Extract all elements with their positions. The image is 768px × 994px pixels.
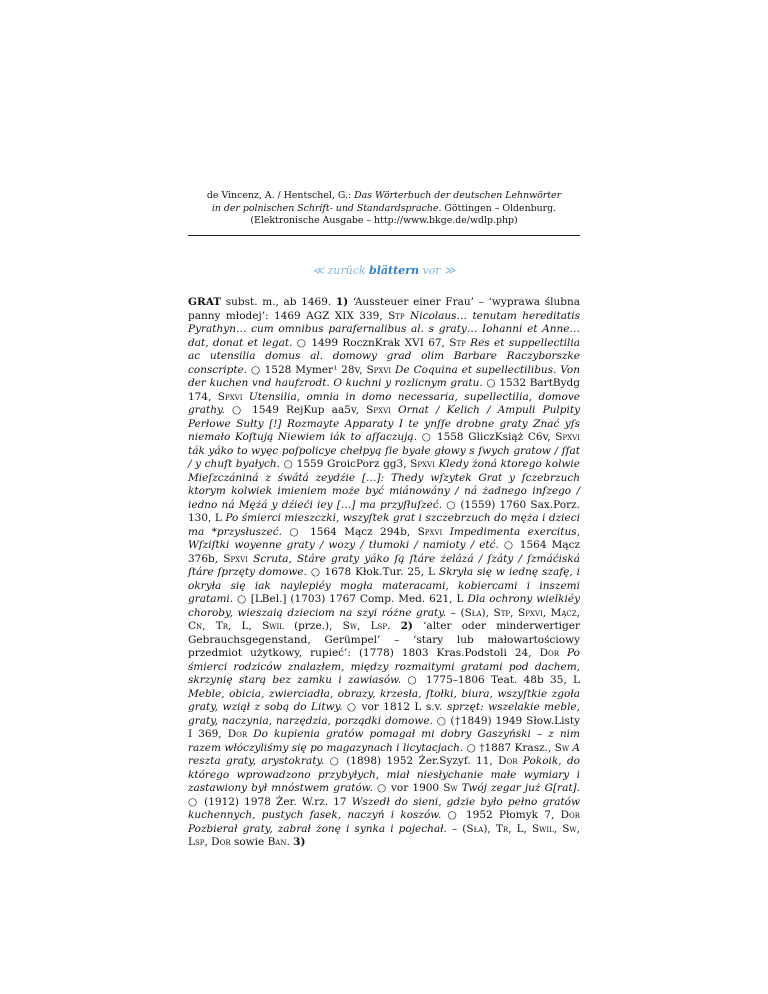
source-abbreviation: Ban (267, 836, 287, 848)
quotation-text: De Coquina et supellectilibus. Von der kuchen vnd haufzrodt. O kuchni y rozlicnym gratu. (188, 363, 580, 389)
entry-body (188, 296, 580, 848)
entry-text-segment: ○ 1532 BartBydg 174, (188, 377, 580, 403)
entry-text-segment: , (357, 620, 371, 632)
citation-publisher: Göttingen – Oldenburg. (441, 202, 557, 214)
source-abbreviation: Cn (188, 620, 203, 632)
source-abbreviation: Dor (227, 728, 248, 740)
back-link[interactable]: ≪ zurück (312, 264, 366, 277)
dictionary-entry (188, 296, 580, 850)
source-abbreviation: Lsp (370, 620, 388, 632)
citation-authors: de Vincenz, A. / Hentschel, G.: (206, 190, 355, 201)
entry-text-segment: , (553, 822, 563, 835)
source-abbreviation: Spxvi (555, 431, 580, 443)
quotation-text: Res et suppellectilia ac utensilia domus al. domowy grad olim Barbare Raczyborszke conscripte. (188, 336, 580, 376)
quotation-text: sprzęt: wszelakie meble, graty, naczynia, narzędzia, porządki domowe. (188, 701, 580, 727)
sense-number: 3) (293, 836, 306, 848)
source-abbreviation: Stp (493, 606, 511, 619)
source-abbreviation: Spxvi (366, 404, 391, 416)
entry-text-segment: ○ †1887 Krasz., (463, 741, 555, 754)
quotation-text: Twój zegar już G[rat]. (457, 782, 580, 794)
source-abbreviation: Tr (495, 822, 509, 835)
quotation-text: A reszta graty, arystokraty. (188, 741, 580, 767)
quotation-text: Pozbierał graty, zabrał żonę i synka i pojechał. (188, 822, 447, 835)
quotation-text: Scruta, Stáre graty yáko ſą ſtáre żelázá / ſzáty / ſzmáćiská ſtáre ſprzęty domowe. (188, 552, 580, 578)
source-abbreviation: Spxvi (410, 458, 435, 470)
source-abbreviation: Dor (498, 755, 518, 767)
entry-text-segment: ○ (†1849) 1949 Słow.Listy I 369, (188, 714, 580, 740)
entry-text-segment: ○ 1564 Mącz 294b, (282, 525, 418, 538)
quotation-text: Do kupienia gratów pomagał mi dobry Gaszyński – z nim razem włóczyliśmy się po magazynach i licytacjach. (188, 728, 580, 754)
source-abbreviation: Swil (531, 822, 554, 835)
citation-line-1 (188, 190, 580, 203)
citation-title-part-2: in der polnischen Schrift- und Standardsprache. (211, 202, 442, 214)
quotation-text: Kledy żoná ktorego kolwie Mieſzczániná z śwátá zeydźie […]: Thedy wſzytek Grat y ſczebrzuch ktorym kolwiek imieniem może być miánowány / ná żadnego inſzego / iedno ná Mężá y dźieći iey […] ma przyſłuſzeć. (188, 458, 580, 511)
quotation-text: Ornat / Kelich / Ampuli Pulpity Perłowe Sułty [!] Rozmayte Apparaty I te ynſſe drobne graty Znać yſs niemało Koſtują Niewiem iák to aſſaczują. (188, 404, 580, 443)
entry-text-segment: , (576, 822, 580, 835)
source-abbreviation: Spxvi (223, 552, 248, 565)
quotation-text: Utensilia, omnia in domo necessaria, supellectilia, domove grathy. (188, 390, 580, 416)
source-abbreviation: Lsp (188, 836, 205, 848)
quotation-text: Pokoik, do którego wprowadzono przybyłych, miał niesłychanie małe wymiary i zastawiony był mnóstwem gratów. (188, 755, 580, 794)
quotation-text: Po śmierci mieszczki, wszyſtek grat i szczebrzuch do męża i dzieci ma *przysłuszeć. (188, 512, 580, 538)
entry-text-segment: . (286, 836, 294, 848)
source-abbreviation: Stp (449, 336, 466, 349)
source-abbreviation: Sw (562, 822, 577, 835)
citation-header (188, 190, 580, 228)
page-navigation (188, 264, 580, 277)
entry-text-segment: ‘alter oder minderwertiger Gebrauchsgegenstand, Gerümpel’ – ‘stary lub małowartościowy przedmiot użytkowy, rupieć’: (1778) 1803 Kras.Podstoli 24, (188, 620, 580, 659)
source-abbreviation: Stp (388, 309, 405, 322)
entry-text-segment: subst. m., ab 1469. (221, 296, 336, 308)
entry-text-segment: ○ (1559) 1760 Sax.Porz. 130, L (188, 498, 580, 524)
entry-text (188, 296, 580, 850)
entry-text-segment: , (542, 606, 551, 619)
quotation-text: Nicolaus… tenutam hereditatis Pyrathyn… cum omnibus parafernalibus al. s graty… Iohanni et Anne… dat, donat et legat. (188, 309, 580, 349)
source-abbreviation: Sw (342, 620, 358, 632)
entry-text-segment: , (204, 836, 212, 848)
entry-text-segment: . (387, 620, 401, 632)
source-abbreviation: Sw (443, 782, 458, 794)
source-abbreviation: Spxvi (217, 390, 243, 403)
source-abbreviation: Sła (466, 822, 484, 835)
entry-text-segment: , (576, 606, 580, 619)
entry-text-segment: ○ (1912) 1978 Żer. W.rz. 17 (188, 795, 352, 808)
source-abbreviation: Sła (464, 606, 482, 619)
source-abbreviation: Dor (211, 836, 231, 848)
quotation-text: Skryła się w iednę szafę, i okryła się iak naylepiéy mogła materacami, kobiercami i inszemi gratami. (188, 566, 580, 605)
source-abbreviation: Dor (560, 809, 580, 821)
entry-text-segment: ○ 1499 RocznKrak XVI 67, (292, 336, 450, 349)
entry-text-segment: sowie (230, 836, 268, 848)
entry-text-segment: ○ 1775–1806 Teat. 48b 35, L (401, 674, 580, 686)
entry-text-segment: ‘Aussteuer einer Frau’ – ‘wyprawa ślubna panny młodej’: 1469 AGZ XIX 339, (188, 296, 580, 322)
quotation-text: Dla ochrony wielkiéy choroby, wieszaią dzieciom na szyi różne graty. (188, 593, 581, 619)
source-abbreviation: Spxvi (417, 525, 443, 538)
source-abbreviation: Sw (554, 741, 570, 754)
entry-text-segment: ○ 1558 GliczKsiąż C6v, (417, 431, 556, 443)
citation-line-2 (188, 203, 580, 216)
entry-text-segment: ○ 1564 Mącz 376b, (188, 539, 580, 565)
entry-text-segment: ), (483, 822, 496, 835)
quotation-text: Impedimenta exercitus, Wſziſtki woyenne graty / wozy / tłumoki / namioty / etć. (188, 525, 580, 551)
entry-text-segment: ○ 1952 Płomyk 7, (441, 809, 561, 821)
entry-text-segment: ), (481, 606, 494, 619)
entry-text-segment: , (202, 620, 216, 632)
quotation-text: Wszedł do sieni, gdzie było pełno gratów kuchennych, pustych fasek, naczyń i koszów. (188, 795, 580, 821)
entry-text-segment: ○ vor 1900 (372, 782, 444, 794)
sense-number: 1) (335, 296, 349, 308)
header-rule (188, 235, 580, 236)
source-abbreviation: Swil (262, 620, 284, 632)
source-abbreviation: Mącz (550, 606, 577, 619)
citation-line-3: (Elektronische Ausgabe – http://www.bkge.de/wdlp.php) (250, 215, 518, 226)
source-abbreviation: Spxvi (366, 363, 392, 376)
citation-title-part-1: Das Wörterbuch der deutschen Lehnwörter (354, 190, 562, 201)
entry-text-segment: ○ 1528 Mymer¹ 28v, (247, 363, 367, 376)
entry-text-segment: ○ 1559 GroicPorz gg3, (280, 458, 411, 470)
sense-number: 2) (400, 620, 413, 632)
entry-text-segment: , (510, 606, 518, 619)
entry-text-segment: – ( (446, 606, 465, 619)
entry-text-segment: ○ 1549 RejKup aa5v, (224, 404, 367, 416)
browse-label: blättern (369, 264, 419, 277)
entry-text-segment: ○ (1898) 1952 Żer.Syzyf. 11, (324, 755, 499, 767)
quotation-text: Meble, obicia, zwierciadła, obrazy, krzesła, ſtołki, biura, wszyſtkie zgoła graty, wziął z sobą do Litwy. (188, 687, 580, 713)
entry-text-segment: ○ [LBel.] (1703) 1767 Comp. Med. 621, L (233, 593, 468, 605)
entry-text-segment: , L, (508, 822, 532, 835)
source-abbreviation: Spxvi (518, 606, 543, 619)
source-abbreviation: Tr (215, 620, 228, 632)
entry-text-segment: – ( (446, 822, 467, 835)
forward-link[interactable]: vor ≫ (422, 264, 456, 277)
headword: GRAT (188, 296, 222, 308)
quotation-text: ták yáko to wyęc poſpolicye chełpyą ſie byałe głowy s ſwych gratow / ſſat / y chuſt byałych. (188, 444, 580, 470)
entry-text-segment: (prze.), (283, 620, 343, 632)
entry-text-segment: , L, (228, 620, 263, 632)
source-abbreviation: Dor (539, 647, 559, 659)
quotation-text: Po śmierci rodziców znalazłem, między rozmaitymi gratami pod dachem, skrzynię starą bez zamku i zawiasów. (188, 647, 580, 686)
entry-text-segment: ○ 1678 Kłok.Tur. 25, L (306, 566, 439, 578)
entry-text-segment: ○ vor 1812 L s.v. (342, 701, 448, 713)
